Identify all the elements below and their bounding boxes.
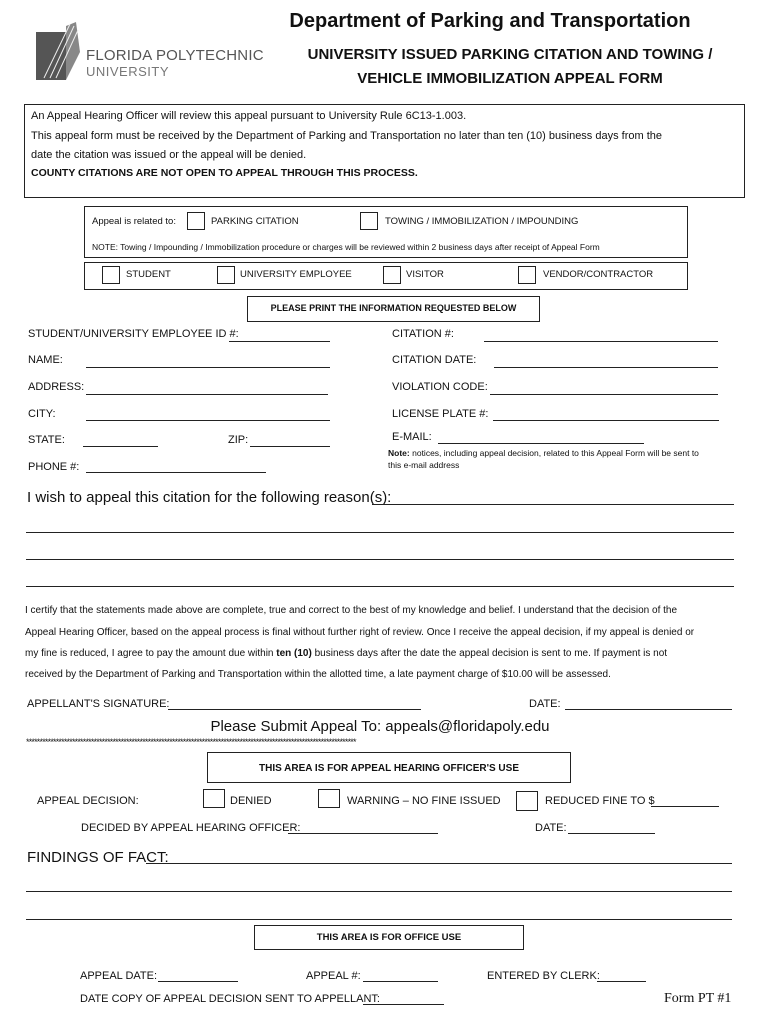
decided-by-field[interactable] <box>288 833 438 834</box>
parking-citation-label: PARKING CITATION <box>211 216 299 227</box>
appeal-number-label: APPEAL #: <box>306 970 361 982</box>
university-logo <box>36 22 84 80</box>
certify-line2: Appeal Hearing Officer, based on the appeal process is final without further right of review. Once I receive the appeal decision, if my appeal is denied or <box>25 627 695 638</box>
id-label: STUDENT/UNIVERSITY EMPLOYEE ID #: <box>28 328 239 340</box>
towing-checkbox[interactable] <box>360 212 378 230</box>
violation-code-field[interactable] <box>490 394 718 395</box>
signature-date-label: DATE: <box>529 698 561 710</box>
employee-checkbox[interactable] <box>217 266 235 284</box>
name-label: NAME: <box>28 354 63 366</box>
reason-label: I wish to appeal this citation for the following reason(s): <box>27 489 392 506</box>
warning-label: WARNING – NO FINE ISSUED <box>347 795 501 807</box>
citation-number-label: CITATION #: <box>392 328 454 340</box>
intro-line1: An Appeal Hearing Officer will review this appeal pursuant to University Rule 6C13-1.003. <box>31 110 467 122</box>
parking-citation-checkbox[interactable] <box>187 212 205 230</box>
student-label: STUDENT <box>126 269 171 280</box>
reduced-fine-label: REDUCED FINE TO $ <box>545 795 655 807</box>
state-label: STATE: <box>28 434 65 446</box>
citation-date-field[interactable] <box>494 367 718 368</box>
towing-note: NOTE: Towing / Impounding / Immobilization procedure or charges will be reviewed within 2 business days after receipt of Appeal Form <box>92 242 600 252</box>
intro-line2: This appeal form must be received by the Department of Parking and Transportation no later than ten (10) business days from the <box>31 130 663 142</box>
intro-line3: date the citation was issued or the appeal will be denied. <box>31 149 307 161</box>
certify-line3a: my fine is reduced, I agree to pay the amount due within <box>25 648 277 659</box>
email-label: E-MAIL: <box>392 431 432 443</box>
certify-line3b: ten (10) <box>276 648 312 659</box>
appeal-decision-label: APPEAL DECISION: <box>37 795 139 807</box>
citation-date-label: CITATION DATE: <box>392 354 477 366</box>
findings-label: FINDINGS OF FACT: <box>27 849 169 866</box>
signature-field[interactable] <box>168 709 421 710</box>
findings-line-2[interactable] <box>26 891 732 892</box>
copy-sent-label: DATE COPY OF APPEAL DECISION SENT TO APPELLANT: <box>80 993 380 1005</box>
submit-instructions: Please Submit Appeal To: appeals@floridapoly.edu <box>210 718 550 735</box>
decided-by-label: DECIDED BY APPEAL HEARING OFFICER: <box>81 822 301 834</box>
reason-line-4[interactable] <box>26 586 734 587</box>
vendor-checkbox[interactable] <box>518 266 536 284</box>
zip-label: ZIP: <box>228 434 249 446</box>
certify-line1: I certify that the statements made above are complete, true and correct to the best of my knowledge and belief. I understand that the decision of the <box>25 605 678 616</box>
certify-line3 <box>25 648 667 659</box>
form-id: Form PT #1 <box>664 991 732 1006</box>
violation-code-label: VIOLATION CODE: <box>392 381 488 393</box>
form-title-line2: VEHICLE IMMOBILIZATION APPEAL FORM <box>357 70 663 87</box>
reason-line-2[interactable] <box>26 532 734 533</box>
city-field[interactable] <box>86 420 330 421</box>
logo-text-line1: FLORIDA POLYTECHNIC <box>86 47 264 64</box>
license-plate-label: LICENSE PLATE #: <box>392 408 489 420</box>
student-checkbox[interactable] <box>102 266 120 284</box>
department-title: Department of Parking and Transportation <box>289 10 691 32</box>
reason-line-1[interactable] <box>372 504 734 505</box>
intro-line4: COUNTY CITATIONS ARE NOT OPEN TO APPEAL THROUGH THIS PROCESS. <box>31 167 418 179</box>
appeal-date-label: APPEAL DATE: <box>80 970 158 982</box>
office-header: THIS AREA IS FOR OFFICE USE <box>316 932 462 943</box>
certify-line4: received by the Department of Parking and Transportation within the allotted time, a late payment charge of $10.00 will be assessed. <box>25 669 611 680</box>
vendor-label: VENDOR/CONTRACTOR <box>543 269 654 280</box>
findings-line-1[interactable] <box>146 863 732 864</box>
denied-label: DENIED <box>230 795 272 807</box>
entered-by-label: ENTERED BY CLERK: <box>487 970 600 982</box>
certify-line3c: business days after the date the appeal decision is sent to me. If payment is not <box>311 648 668 659</box>
reason-line-3[interactable] <box>26 559 734 560</box>
copy-sent-field[interactable] <box>363 1004 444 1005</box>
officer-header: THIS AREA IS FOR APPEAL HEARING OFFICER'S USE <box>259 763 519 774</box>
logo-mark-icon <box>36 22 84 80</box>
towing-label: TOWING / IMMOBILIZATION / IMPOUNDING <box>385 216 579 227</box>
license-plate-field[interactable] <box>493 420 719 421</box>
form-title-line1: UNIVERSITY ISSUED PARKING CITATION AND TOWING / <box>307 46 713 63</box>
officer-date-label: DATE: <box>535 822 567 834</box>
citation-number-field[interactable] <box>484 341 718 342</box>
email-note-bold: Note: <box>388 448 410 458</box>
email-field[interactable] <box>438 443 644 444</box>
appeal-number-field[interactable] <box>363 981 438 982</box>
warning-checkbox[interactable] <box>318 789 340 808</box>
employee-label: UNIVERSITY EMPLOYEE <box>240 269 352 280</box>
signature-label: APPELLANT'S SIGNATURE: <box>27 698 170 710</box>
email-note-text: notices, including appeal decision, related to this Appeal Form will be sent to <box>412 448 699 458</box>
officer-date-field[interactable] <box>568 833 655 834</box>
phone-field[interactable] <box>86 472 266 473</box>
address-field[interactable] <box>86 394 328 395</box>
signature-date-field[interactable] <box>565 709 732 710</box>
denied-checkbox[interactable] <box>203 789 225 808</box>
city-label: CITY: <box>28 408 56 420</box>
appeal-related-label: Appeal is related to: <box>92 216 176 227</box>
address-label: ADDRESS: <box>28 381 85 393</box>
email-note <box>388 448 699 458</box>
zip-field[interactable] <box>250 446 330 447</box>
reduced-fine-field[interactable] <box>651 806 719 807</box>
separator-stars: ************************************************************************************************************************** <box>26 737 356 747</box>
id-field[interactable] <box>229 341 330 342</box>
entered-by-field[interactable] <box>597 981 646 982</box>
name-field[interactable] <box>86 367 330 368</box>
visitor-label: VISITOR <box>406 269 444 280</box>
phone-label: PHONE #: <box>28 461 80 473</box>
reduced-fine-checkbox[interactable] <box>516 791 538 811</box>
logo-text-line2: UNIVERSITY <box>86 64 170 79</box>
email-note-line2: this e-mail address <box>388 460 460 470</box>
print-notice: PLEASE PRINT THE INFORMATION REQUESTED BELOW <box>270 303 517 313</box>
state-field[interactable] <box>83 446 158 447</box>
visitor-checkbox[interactable] <box>383 266 401 284</box>
appeal-date-field[interactable] <box>158 981 238 982</box>
findings-line-3[interactable] <box>26 919 732 920</box>
